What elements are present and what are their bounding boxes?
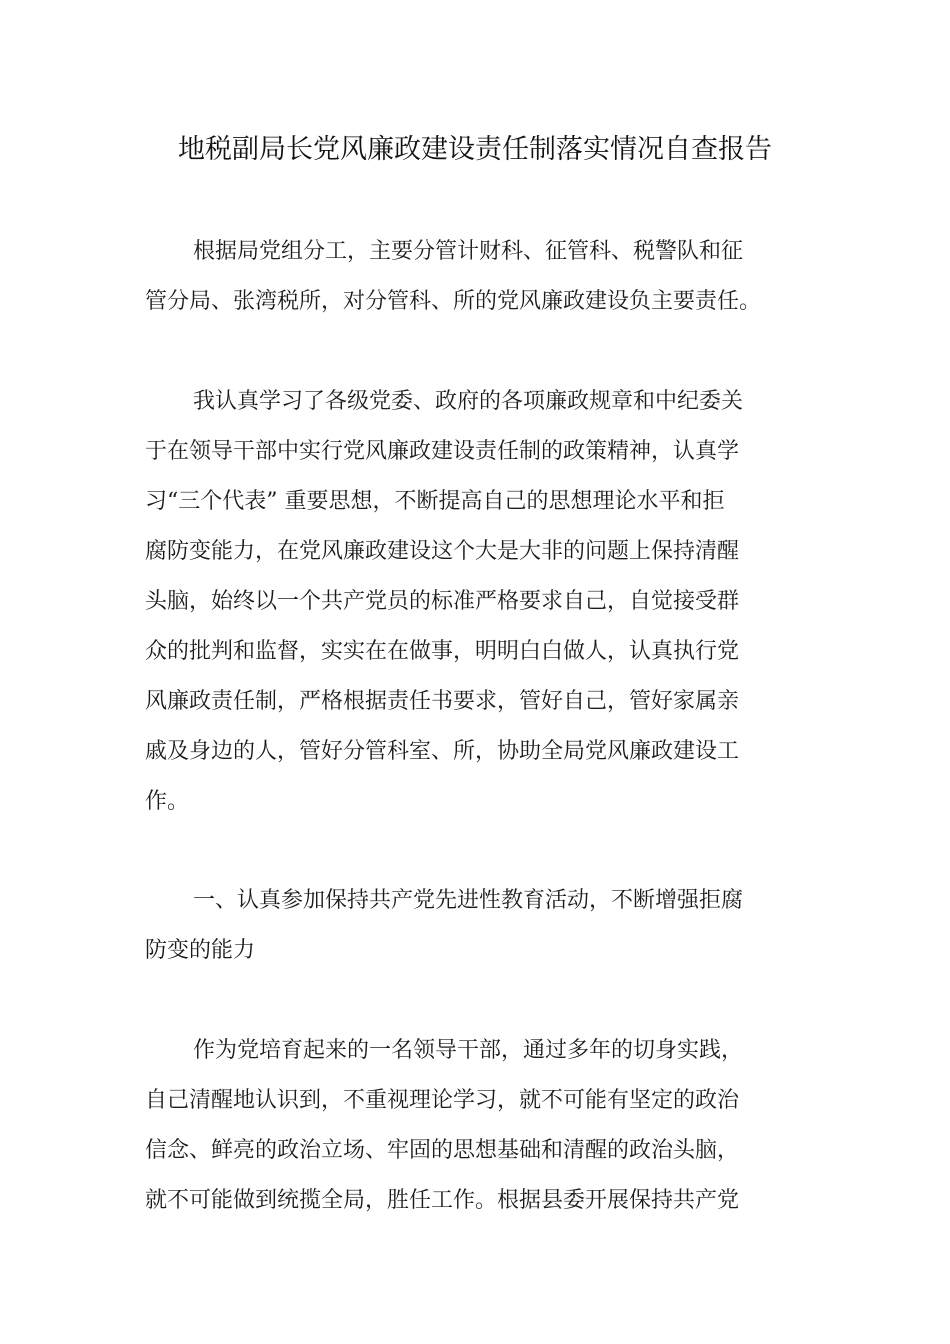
paragraph-line: 习“三个代表” 重要思想，不断提高自己的思想理论水平和拒 xyxy=(145,489,725,514)
paragraph-responsibilities xyxy=(145,227,805,327)
paragraph-line: 我认真学习了各级党委、政府的各项廉政规章和中纪委关 xyxy=(193,389,744,414)
paragraph-study xyxy=(145,377,805,827)
heading-line: 一、认真参加保持共产党先进性教育活动，不断增强拒腐 xyxy=(193,888,744,913)
paragraph-line: 头脑，始终以一个共产党员的标准严格要求自己，自觉接受群 xyxy=(145,589,740,614)
paragraph-line: 根据局党组分工，主要分管计财科、征管科、税警队和征 xyxy=(193,239,744,264)
paragraph-line: 腐防变能力，在党风廉政建设这个大是大非的问题上保持清醒 xyxy=(145,539,740,564)
paragraph-line: 风廉政责任制，严格根据责任书要求，管好自己，管好家属亲 xyxy=(145,689,740,714)
paragraph-line: 作为党培育起来的一名领导干部，通过多年的切身实践， xyxy=(193,1038,744,1063)
paragraph-line: 作。 xyxy=(145,789,190,814)
heading-line: 防变的能力 xyxy=(145,938,256,963)
section-heading-one xyxy=(145,876,805,976)
paragraph-line: 戚及身边的人，管好分管科室、所，协助全局党风廉政建设工 xyxy=(145,739,740,764)
paragraph-line: 就不可能做到统揽全局，胜任工作。根据县委开展保持共产党 xyxy=(145,1188,740,1213)
document-title: 地税副局长党风廉政建设责任制落实情况自查报告 xyxy=(178,134,772,165)
paragraph-line: 于在领导干部中实行党风廉政建设责任制的政策精神，认真学 xyxy=(145,439,740,464)
paragraph-cadre xyxy=(145,1026,805,1226)
paragraph-line: 管分局、张湾税所，对分管科、所的党风廉政建设负主要责任。 xyxy=(145,289,762,314)
paragraph-line: 自己清醒地认识到，不重视理论学习，就不可能有坚定的政治 xyxy=(145,1088,740,1113)
paragraph-line: 众的批判和监督，实实在在做事，明明白白做人，认真执行党 xyxy=(145,639,740,664)
paragraph-line: 信念、鲜亮的政治立场、牢固的思想基础和清醒的政治头脑， xyxy=(145,1138,740,1163)
